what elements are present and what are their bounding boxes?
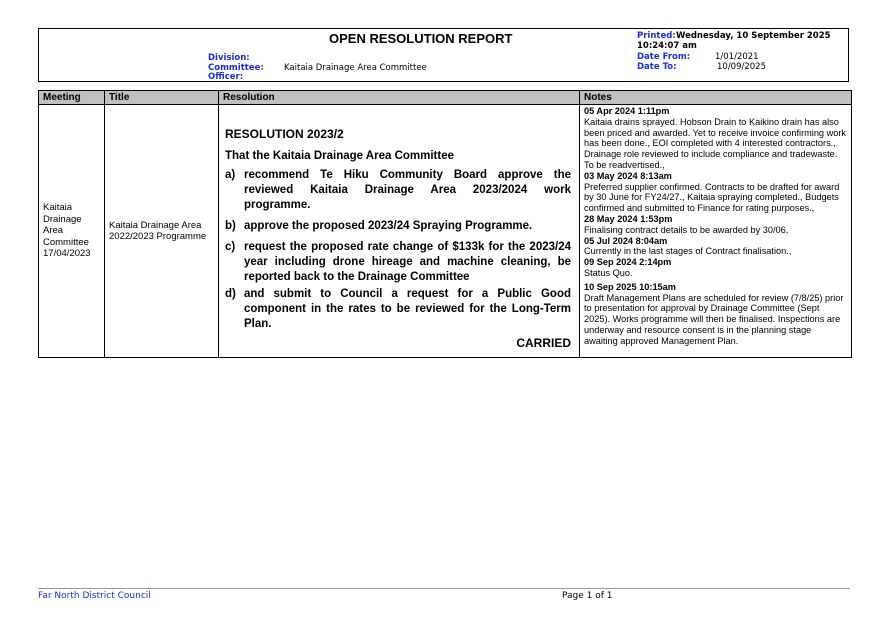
resolution-item-text: approve the proposed 2023/24 Spraying Programme. — [244, 220, 533, 232]
printed-label: Printed: — [637, 31, 676, 41]
resolution-table — [38, 90, 852, 358]
resolution-item — [225, 219, 571, 234]
meeting-line: Drainage — [43, 213, 82, 225]
printed-value: Wednesday, 10 September 2025 — [676, 31, 831, 41]
note-text: Kaitaia drains sprayed. Hobson Drain to Kaikino drain has also been priced and awarded. Yet to receive invoice confirming work has been done., EOI completed with 4 interested contractors., Drainage role reviewed to include compliance and tradewaste. To be readvertised., — [584, 116, 846, 170]
note-date: 28 May 2024 1:53pm — [584, 213, 673, 224]
note-date: 05 Jul 2024 8:04am — [584, 235, 668, 246]
date-to-value: 10/09/2025 — [717, 62, 766, 72]
footer-divider — [38, 588, 850, 589]
note-date: 10 Sep 2025 10:15am — [584, 281, 676, 292]
resolution-item-letter: d) — [225, 288, 236, 300]
title-line: 2022/2023 Programme — [109, 231, 207, 242]
resolution-heading: RESOLUTION 2023/2 — [225, 127, 344, 141]
resolution-item-text: and submit to Council a request for a Public Good component in the rates to be reviewed for the Long-Term Plan. — [244, 288, 571, 330]
report-header — [38, 28, 849, 82]
title-cell — [105, 105, 219, 358]
meeting-date: 17/04/2023 — [43, 248, 91, 260]
meeting-line: Area — [43, 225, 64, 237]
resolution-item — [225, 240, 571, 285]
date-from-value: 1/01/2021 — [715, 52, 759, 62]
committee-label: Committee: — [208, 63, 264, 73]
notes-cell — [580, 105, 852, 358]
table-header-row — [39, 91, 852, 105]
printed-time: 10:24:07 am — [637, 41, 697, 51]
resolution-cell — [219, 105, 580, 358]
meeting-line: Committee — [43, 236, 89, 248]
note-date: 05 Apr 2024 1:11pm — [584, 106, 670, 116]
col-header-resolution: Resolution — [219, 91, 580, 105]
note-text: Finalising contract details to be awarded by 30/06, — [584, 224, 789, 235]
note-date: 09 Sep 2024 2:14pm — [584, 257, 672, 268]
resolution-item-text: recommend Te Hiku Community Board approve the reviewed Kaitaia Drainage Area 2023/2024 work programme. — [244, 169, 571, 211]
note-text: Draft Management Plans are scheduled for review (7/8/25) prior to presentation for approval by Drainage Committee (Sept 2025). Works programme will then be finalised. Inspections are underway and resource consent is in the planning stage awaiting approved Management Plan. — [584, 292, 844, 346]
resolution-carried: CARRIED — [516, 336, 571, 350]
meeting-cell — [39, 105, 105, 358]
col-header-notes: Notes — [580, 91, 852, 105]
resolution-item-letter: a) — [225, 169, 236, 181]
title-line: Kaitaia Drainage Area — [109, 219, 202, 231]
table-row — [39, 105, 852, 358]
division-label: Division: — [208, 53, 250, 63]
officer-label: Officer: — [208, 72, 244, 82]
resolution-item — [225, 287, 571, 332]
date-to-label: Date To: — [637, 62, 677, 72]
meeting-line: Kaitaia — [43, 202, 73, 214]
note-text: Preferred supplier confirmed. Contracts to be drafted for award by 30 June for FY24/27., Kaitaia spraying completed., Budgets confirmed and submitted to Finance for rating purposes., — [584, 181, 840, 214]
resolution-item-letter: c) — [225, 241, 236, 253]
resolution-item — [225, 168, 571, 213]
notes-list — [584, 105, 847, 347]
note-date: 03 May 2024 8:13am — [584, 170, 672, 181]
footer-page-number: Page 1 of 1 — [562, 591, 613, 601]
date-from-label: Date From: — [637, 52, 691, 62]
resolution-item-text: request the proposed rate change of $133k for the 2023/24 year including drone hireage and machine cleaning, be reported back to the Drainage Committee — [244, 241, 571, 283]
footer-org: Far North District Council — [38, 591, 151, 601]
committee-value: Kaitaia Drainage Area Committee — [284, 63, 427, 73]
resolution-item-letter: b) — [225, 220, 236, 232]
report-title: OPEN RESOLUTION REPORT — [329, 31, 513, 46]
note-text: Status Quo. — [584, 267, 633, 278]
resolution-intro: That the Kaitaia Drainage Area Committee — [225, 150, 454, 162]
col-header-meeting: Meeting — [39, 91, 105, 105]
col-header-title: Title — [105, 91, 219, 105]
note-text: Currently in the last stages of Contract finalisation., — [584, 246, 792, 257]
